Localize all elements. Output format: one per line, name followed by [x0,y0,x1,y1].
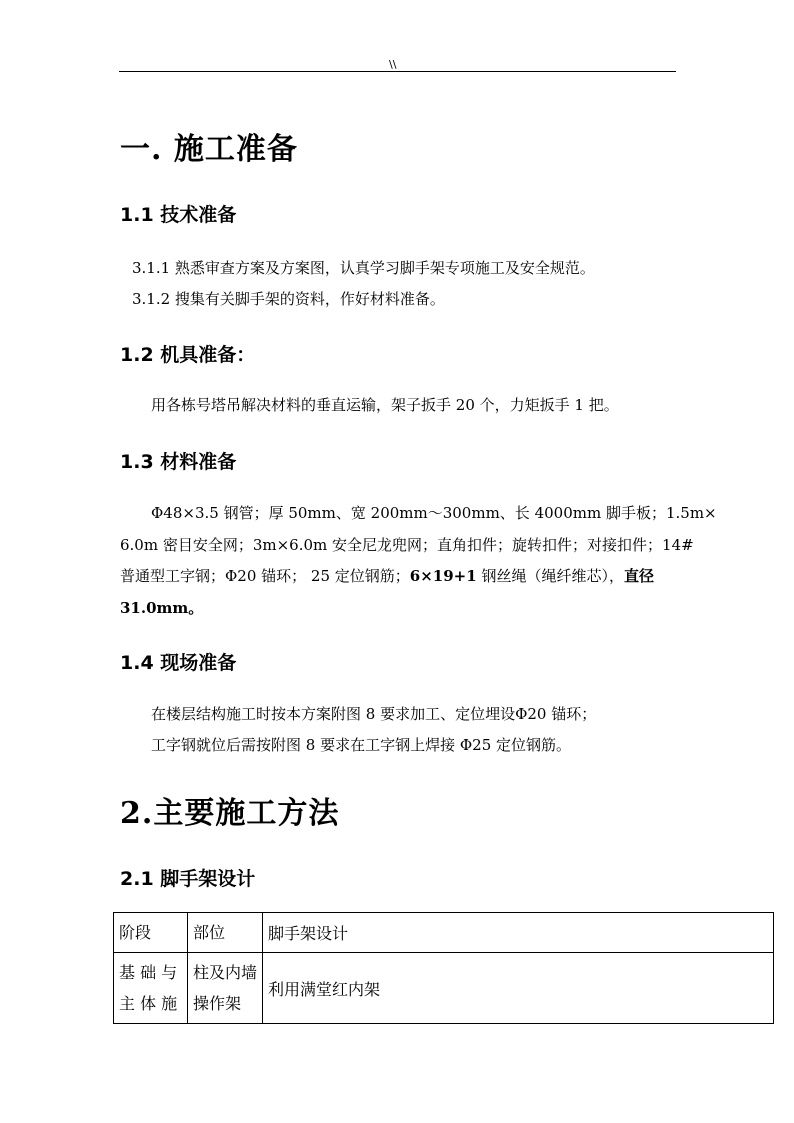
site-line-2: 工字钢就位后需按附图 8 要求在工字钢上焊接 Φ25 定位钢筋。 [151,736,572,754]
header-mark: \\ [389,58,397,71]
material-line-3-part-a: 普通型工字钢；Φ20 锚环； 25 定位钢筋； [120,567,410,585]
part-line-2: 操作架 [193,994,242,1013]
stage-line-1: 基 础 与 [119,963,178,982]
material-line-1: Φ48×3.5 钢管；厚 50mm、宽 200mm～300mm、长 4000mm 脚手板；1.5m× [151,504,717,522]
table-row [114,953,774,1024]
section-2-title: 2.主要施工方法 [120,796,340,831]
cell-design: 利用满堂红内架 [263,953,774,1024]
material-line-4: 31.0mm。 [120,599,204,617]
scaffold-design-table [113,912,774,1024]
section-1-title: 一. 施工准备 [120,132,298,167]
section-1-3-title: 1.3 材料准备 [120,451,237,473]
material-line-3-part-c: 钢丝绳（绳纤维芯）， [476,567,624,585]
tech-item-1: 3.1.1 熟悉审查方案及方案图，认真学习脚手架专项施工及安全规范。 [132,259,595,277]
part-line-1: 柱及内墙 [193,963,258,982]
header-rule [119,71,676,72]
table-header-row [114,913,774,953]
header-design: 脚手架设计 [263,913,774,953]
material-line-3 [120,565,654,586]
section-1-4-title: 1.4 现场准备 [120,652,237,674]
section-1-1-title: 1.1 技术准备 [120,204,237,226]
tech-item-2: 3.1.2 搜集有关脚手架的资料，作好材料准备。 [132,290,445,308]
material-line-2: 6.0m 密目安全网；3m×6.0m 安全尼龙兜网；直角扣件；旋转扣件；对接扣件；14# [120,536,694,554]
section-1-2-title: 1.2 机具准备： [120,344,256,366]
header-stage: 阶段 [114,913,188,953]
cell-part [188,953,263,1024]
header-part: 部位 [188,913,263,953]
equipment-text: 用各栋号塔吊解决材料的垂直运输，架子扳手 20 个，力矩扳手 1 把。 [151,396,619,414]
site-line-1: 在楼层结构施工时按本方案附图 8 要求加工、定位埋设Φ20 锚环； [151,705,597,723]
diameter-label: 直径 [623,567,654,585]
cell-stage [114,953,188,1024]
section-2-1-title: 2.1 脚手架设计 [120,868,256,890]
wire-rope-spec: 6×19+1 [409,567,477,585]
stage-line-2: 主 体 施 [119,994,178,1013]
